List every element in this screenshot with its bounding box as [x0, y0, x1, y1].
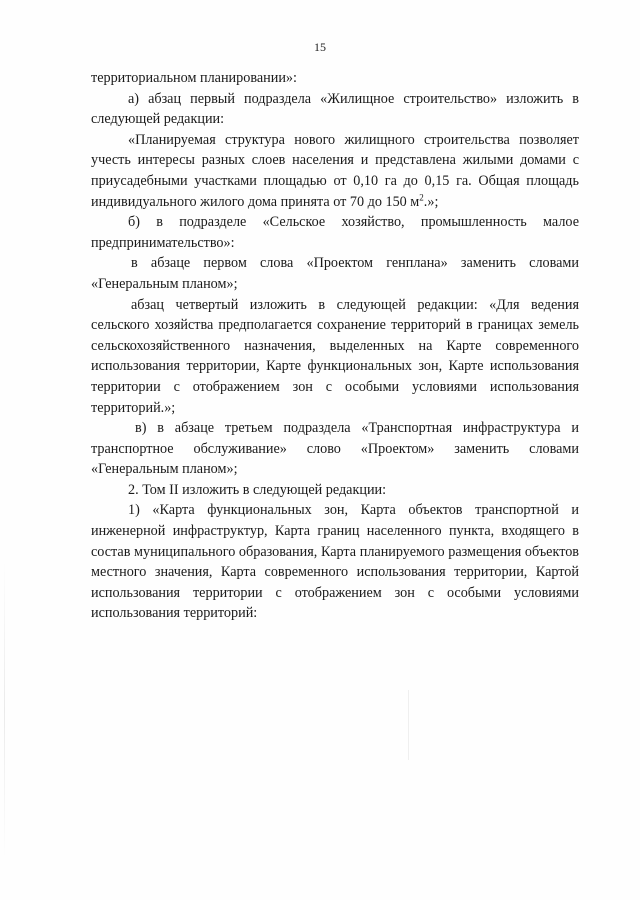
scan-artifact	[408, 690, 409, 760]
paragraph-first-abzac: в абзаце первом слова «Проектом генплана» заменить словами «Генеральным планом»;	[91, 255, 579, 292]
document-body	[91, 68, 579, 624]
paragraph-fourth-abzac: абзац четвертый изложить в следующей редакции: «Для ведения сельского хозяйства предполагается сохранение территорий в границах земель сельскохозяйственного назначения, выделенных на Карте современного использования территории, Карте функциональных зон, Карте использования территории с отображением зон с особыми условиями использования территорий.»;	[91, 296, 579, 416]
scan-edge-shadow	[4, 560, 5, 860]
paragraph-volume-two: 2. Том II изложить в следующей редакции:	[128, 481, 387, 498]
paragraph-map-list: 1) «Карта функциональных зон, Карта объектов транспортной и инженерной инфраструктур, Карта границ населенного пункта, входящего в состав муниципального образования, Карта планируемого размещения объектов местного значения, Карта современного использования территории, Картой использования территории с отображением зон с особыми условиями использования территорий:	[91, 502, 579, 622]
paragraph-item-a: а) абзац первый подраздела «Жилищное строительство» изложить в следующей редакции:	[91, 90, 579, 128]
paragraph-quoted-housing	[91, 130, 579, 212]
paragraph-item-v: в) в абзаце третьем подраздела «Транспортная инфраструктура и транспортное обслуживание» слово «Проектом» заменить словами «Генеральным планом»;	[91, 420, 579, 478]
page-number: 15	[314, 40, 326, 54]
quoted-housing-text: «Планируемая структура нового жилищного строительства позволяет учесть интересы разных слоев населения и представлена жилыми домами с приусадебными участками площадью от 0,10 га до 0,15 га. Общая площадь индивидуального жилого дома принята от 70 до 150 м	[91, 131, 579, 210]
superscript-square: 2	[419, 191, 424, 202]
quoted-housing-tail: .»;	[423, 193, 439, 210]
paragraph-item-b: б) в подразделе «Сельское хозяйство, промышленность малое предпринимательство»:	[91, 214, 579, 251]
paragraph-intro-continuation: территориальном планировании»:	[91, 70, 297, 86]
